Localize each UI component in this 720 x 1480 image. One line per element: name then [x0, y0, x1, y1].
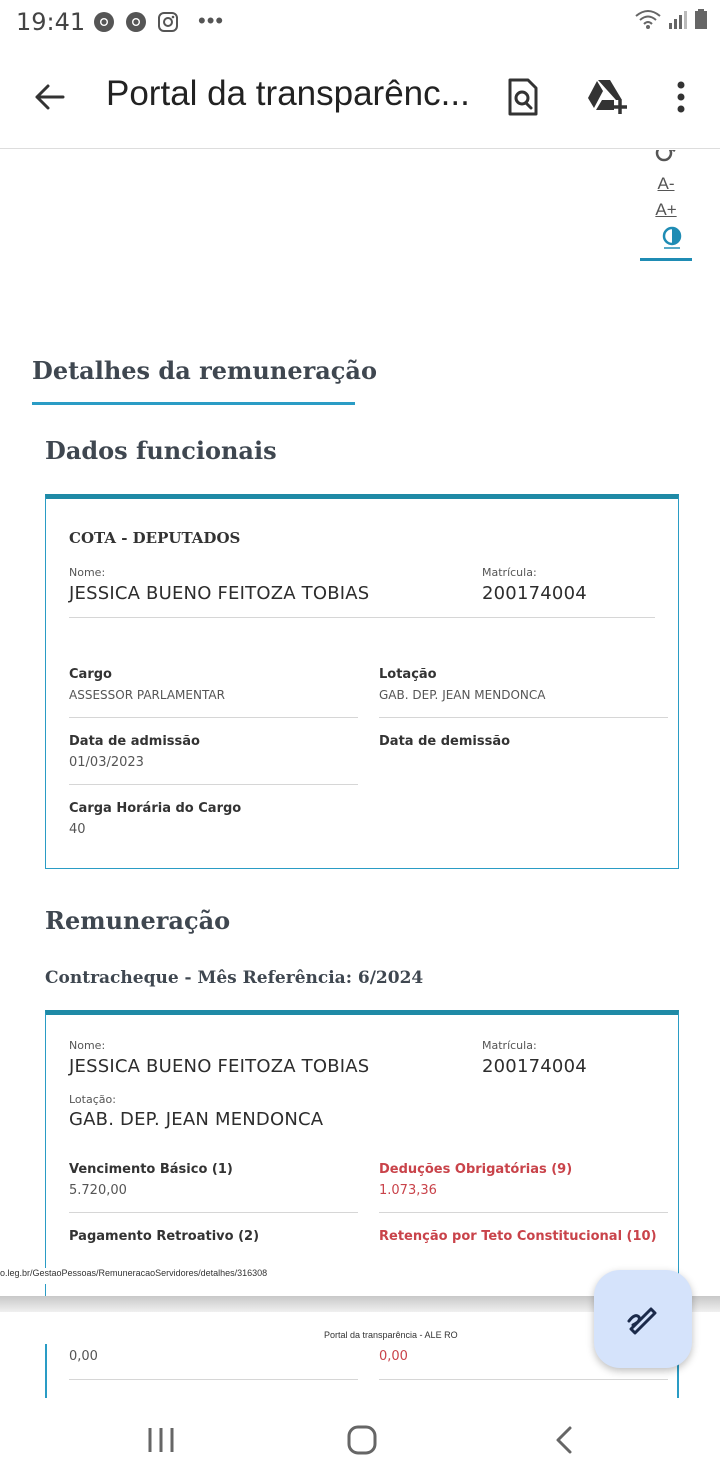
- divider: [69, 784, 358, 785]
- wifi-icon: [634, 8, 662, 35]
- cargo-value: ASSESSOR PARLAMENTAR: [69, 688, 225, 702]
- status-notification-icons: [92, 10, 180, 34]
- retroativo-value: 0,00: [69, 1349, 98, 1364]
- find-in-document-button[interactable]: [500, 74, 546, 120]
- lotacao-value: GAB. DEP. JEAN MENDONCA: [379, 688, 546, 702]
- status-bar: [0, 0, 720, 44]
- card-border-left: [45, 1344, 47, 1398]
- accessibility-icon[interactable]: [640, 150, 692, 162]
- deducoes-value: 1.073,36: [379, 1183, 437, 1198]
- matricula-label: Matrícula:: [482, 566, 537, 579]
- save-to-drive-button[interactable]: [584, 74, 630, 120]
- nome-value: JESSICA BUENO FEITOZA TOBIAS: [69, 1056, 370, 1077]
- admissao-value: 01/03/2023: [69, 755, 144, 770]
- chrome-icon: [92, 10, 116, 34]
- dados-funcionais-heading: Dados funcionais: [45, 436, 277, 465]
- more-vert-icon: [676, 81, 686, 113]
- divider: [69, 617, 655, 618]
- more-options-button[interactable]: [658, 74, 704, 120]
- divider: [69, 1379, 358, 1380]
- decrease-font-link[interactable]: A-: [657, 174, 675, 193]
- lotacao-label: Lotação:: [69, 1093, 116, 1106]
- annotate-button[interactable]: [594, 1270, 692, 1368]
- signal-icon: [668, 8, 688, 35]
- accessibility-underline: [640, 258, 692, 261]
- battery-icon: [694, 8, 708, 35]
- demissao-label: Data de demissão: [379, 734, 511, 749]
- divider: [69, 717, 358, 718]
- card-header: COTA - DEPUTADOS: [69, 529, 241, 547]
- print-footer: Portal da transparência - ALE RO: [324, 1330, 458, 1340]
- recent-apps-button[interactable]: [131, 1418, 191, 1462]
- lotacao-label: Lotação: [379, 667, 437, 682]
- nome-value: JESSICA BUENO FEITOZA TOBIAS: [69, 583, 370, 604]
- dados-funcionais-card: [45, 494, 679, 869]
- accessibility-tools: [640, 150, 692, 255]
- chevron-left-icon: [554, 1425, 574, 1455]
- page-title: Portal da transparênc...: [106, 74, 470, 113]
- contracheque-card: [45, 1010, 679, 1298]
- arrow-left-icon: [33, 81, 65, 113]
- admissao-label: Data de admissão: [69, 734, 200, 749]
- recent-apps-icon: [146, 1426, 176, 1454]
- tab-underline: [32, 402, 355, 405]
- contrast-icon[interactable]: [652, 226, 692, 255]
- back-button[interactable]: [26, 74, 72, 120]
- home-icon: [346, 1424, 378, 1456]
- more-notifications-icon: •••: [198, 8, 225, 33]
- deducoes-label: Deduções Obrigatórias (9): [379, 1162, 573, 1177]
- divider: [379, 1379, 668, 1380]
- retencao-value: 0,00: [379, 1349, 408, 1364]
- increase-font-link[interactable]: A+: [655, 200, 677, 219]
- nome-label: Nome:: [69, 1039, 106, 1052]
- divider: [69, 1212, 358, 1213]
- chrome-icon: [124, 10, 148, 34]
- retencao-label: Retenção por Teto Constitucional (10): [379, 1229, 657, 1244]
- cargo-label: Cargo: [69, 667, 112, 682]
- matricula-label: Matrícula:: [482, 1039, 537, 1052]
- matricula-value: 200174004: [482, 583, 587, 604]
- nome-label: Nome:: [69, 566, 106, 579]
- document-search-icon: [506, 78, 540, 116]
- carga-horaria-value: 40: [69, 822, 86, 837]
- system-nav-bar: [0, 1398, 720, 1480]
- drive-add-icon: [586, 78, 628, 116]
- remuneracao-heading: Remuneração: [45, 906, 231, 935]
- status-time: 19:41: [16, 8, 86, 36]
- instagram-icon: [156, 10, 180, 34]
- back-nav-button[interactable]: [534, 1418, 594, 1462]
- divider: [379, 1212, 668, 1213]
- tab-title[interactable]: Detalhes da remuneração: [32, 356, 377, 385]
- document-viewer: [0, 150, 720, 1298]
- divider: [379, 717, 668, 718]
- contracheque-heading: Contracheque - Mês Referência: 6/2024: [45, 968, 424, 988]
- print-url: o.leg.br/GestaoPessoas/RemuneracaoServidores/detalhes/316308: [0, 1268, 600, 1284]
- carga-horaria-label: Carga Horária do Cargo: [69, 801, 242, 816]
- lotacao-value: GAB. DEP. JEAN MENDONCA: [69, 1109, 324, 1130]
- vencimento-label: Vencimento Básico (1): [69, 1162, 233, 1177]
- home-button[interactable]: [332, 1418, 392, 1462]
- app-bar: [0, 44, 720, 149]
- pen-edit-icon: [623, 1299, 663, 1339]
- status-system-icons: [634, 8, 708, 35]
- vencimento-value: 5.720,00: [69, 1183, 127, 1198]
- retroativo-label: Pagamento Retroativo (2): [69, 1229, 260, 1244]
- matricula-value: 200174004: [482, 1056, 587, 1077]
